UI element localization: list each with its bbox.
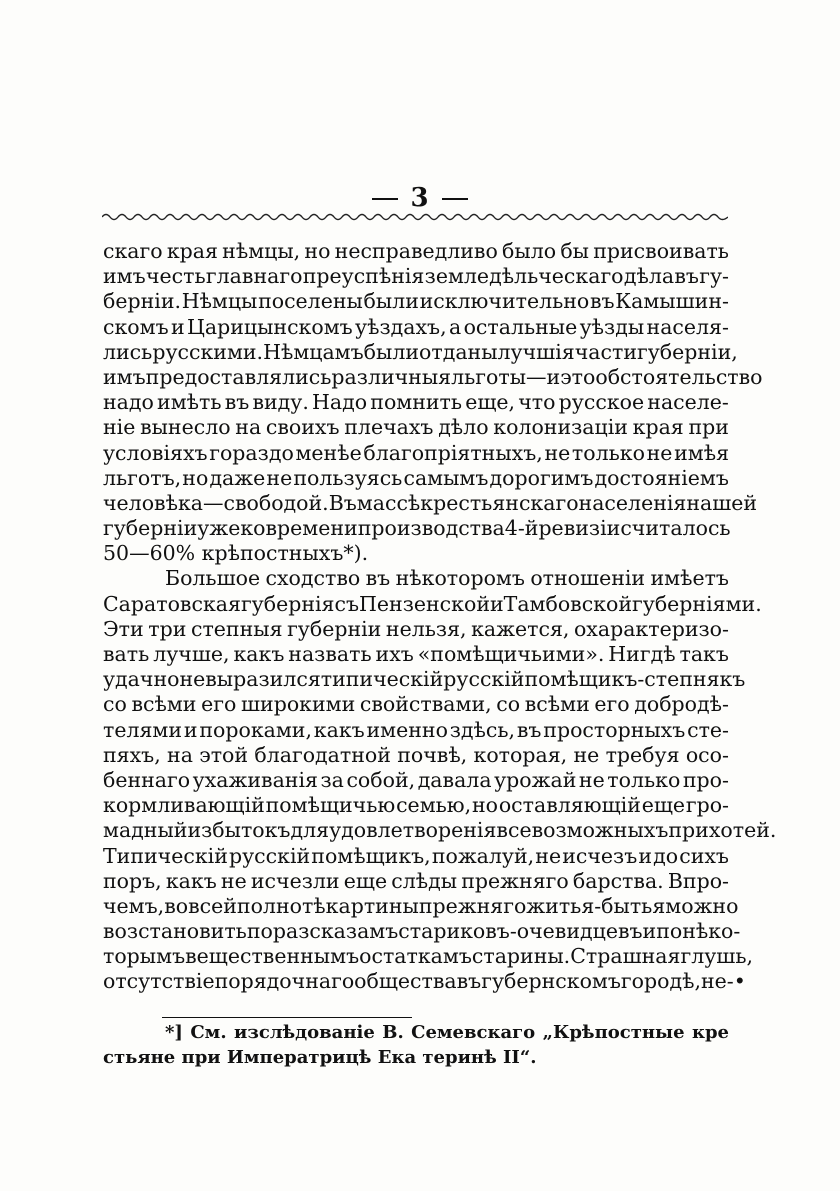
text-line: имъ предоставлялись различныя льготы—и это обстоятельство: [103, 364, 763, 389]
footnote-line: стьяне при Императрицѣ Ека теринѣ II“.: [103, 1047, 537, 1068]
text-line: поръ, какъ не исчезли еще слѣды прежняго барства. Впро-: [103, 868, 729, 893]
text-line: мадный избытокъ для удовлетворенія всевозможныхъ прихотей.: [103, 818, 777, 843]
text-line: имъ честь главнаго преуспѣнія земледѣльческаго дѣла въ гу-: [103, 264, 729, 289]
text-line: губерніи уже ко времени производства 4-й ревизіи считалось: [103, 516, 731, 541]
page-number: 3: [410, 183, 430, 213]
text-line: со всѣми его широкими свойствами, со всѣми его добродѣ-: [103, 692, 729, 717]
text-line: отсутствіе порядочнаго общества въ губернскомъ городѣ, не-•: [103, 969, 746, 994]
text-line: Типическій русскій помѣщикъ, пожалуй, не исчезъ и до сихъ: [103, 843, 729, 868]
text-line: беннаго ухаживанія за собой, давала урожай не только про-: [103, 767, 729, 792]
text-line: телями и пороками, какъ именно здѣсь, въ просторныхъ сте-: [103, 717, 729, 742]
text-line: Саратовская губернія съ Пензенской и Тамбовской губерніями.: [103, 591, 762, 616]
text-line: лись русскими. Нѣмцамъ были отданы лучшія части губерніи,: [103, 339, 738, 364]
body-text: [103, 239, 777, 995]
wavy-ornament-rule: [102, 210, 728, 224]
text-line: 50—60% крѣпостныхъ*).: [103, 541, 369, 566]
text-line: удачно не выразился типическій русскій помѣщикъ-степнякъ: [103, 667, 746, 692]
footnote: [103, 1020, 729, 1070]
text-line: ніе вынесло на своихъ плечахъ дѣло колонизаціи края при: [103, 415, 729, 440]
text-line: чемъ, во всей полнотѣ картины прежняго житья-бытья можно: [103, 893, 739, 918]
text-line: надо имѣть въ виду. Надо помнить еще, что русское населе-: [103, 390, 729, 415]
text-line: торымъ вещественнымъ остаткамъ старины. Страшная глушь,: [103, 944, 754, 969]
header-dash-right: [442, 198, 468, 200]
text-line: вать лучше, какъ назвать ихъ «помѣщичьими». Нигдѣ такъ: [103, 642, 729, 666]
text-line: условіяхъ гораздо менѣе благопріятныхъ, не только не имѣя: [103, 440, 729, 465]
text-line: возстановить по разсказамъ стариковъ-очевидцевъ и по нѣко-: [103, 919, 741, 944]
footnote-line: *] См. изслѣдованіе В. Семевскаго „Крѣпостные кре: [165, 1022, 729, 1043]
text-line: пяхъ, на этой благодатной почвѣ, которая, не требуя осо-: [103, 742, 729, 767]
header-dash-left: [372, 198, 398, 200]
footnote-divider: [162, 1017, 412, 1018]
paragraph-first-line: Большое сходство въ нѣкоторомъ отношеніи имѣетъ: [165, 566, 729, 591]
text-line: льготъ, но даже не пользуясь самымъ дорогимъ достояніемъ: [103, 465, 729, 490]
page-header: [0, 183, 840, 213]
text-line: берніи. Нѣмцы поселены были исключительно въ Камышин-: [103, 289, 729, 314]
text-line: скомъ и Царицынскомъ уѣздахъ, а остальные уѣзды населя-: [103, 314, 729, 339]
text-line: скаго края нѣмцы, но несправедливо было бы присвоивать: [103, 239, 729, 263]
text-line: кормливающій помѣщичью семью, но оставляющій еще гро-: [103, 793, 729, 818]
text-line: Эти три степныя губерніи нельзя, кажется, охарактеризо-: [103, 616, 729, 641]
text-line: человѣка—свободой. Въ массѣ крестьянскаго населенія нашей: [103, 490, 758, 515]
